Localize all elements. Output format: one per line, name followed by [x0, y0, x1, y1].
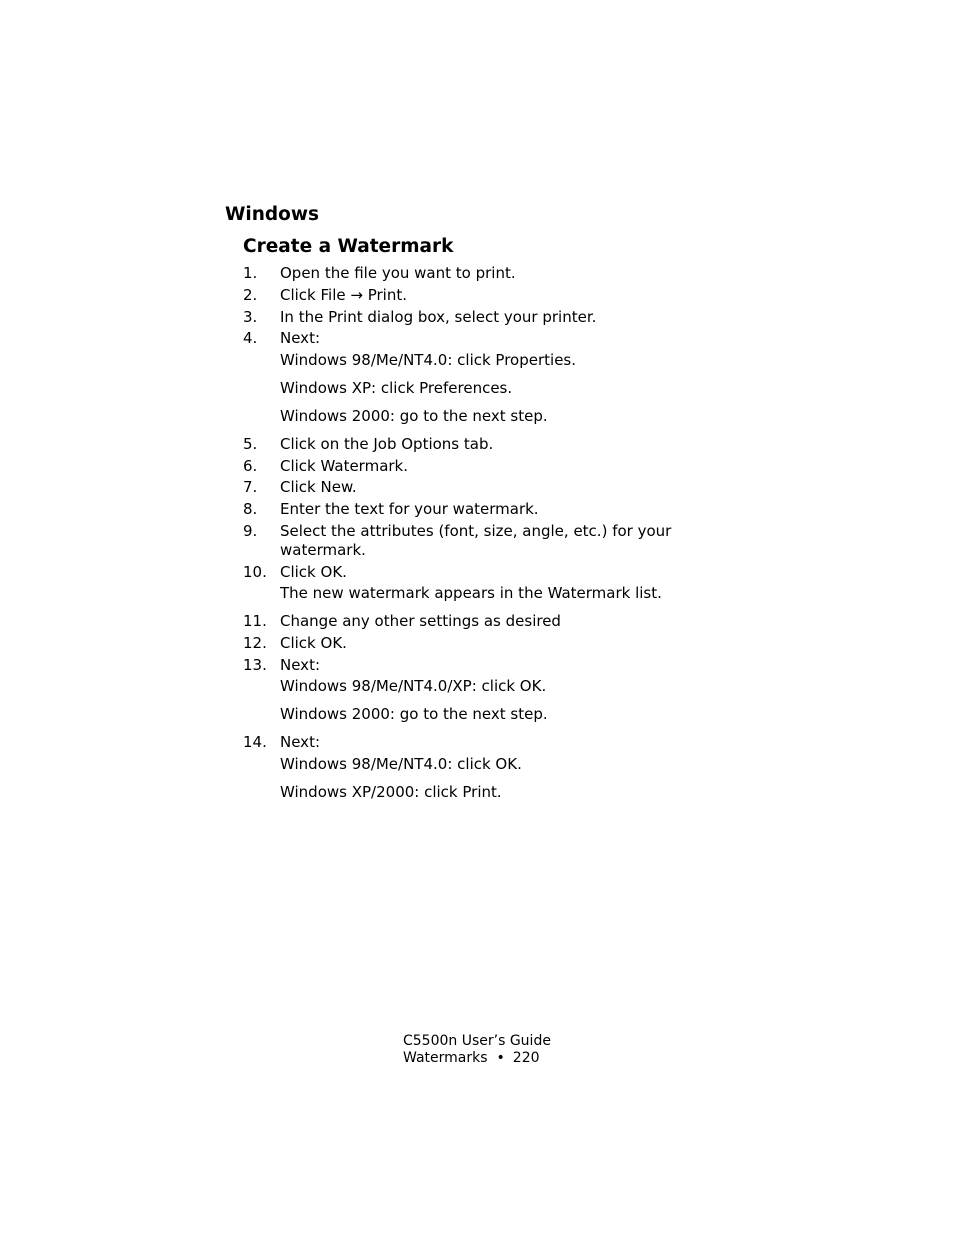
step-sub-note: Windows 98/Me/NT4.0: click Properties.	[280, 350, 577, 369]
step-sub-note: Windows XP/2000: click Print.	[280, 782, 502, 801]
step-text: Click on the Job Options tab.	[280, 434, 494, 453]
step-number: 2.	[243, 285, 258, 304]
step-item	[243, 329, 713, 426]
step-number: 9.	[243, 522, 258, 541]
step-text: Next:	[280, 733, 320, 752]
step-number: 6.	[243, 456, 258, 475]
step-number: 11.	[243, 612, 267, 631]
step-text: Select the attributes (font, size, angle, etc.) for your watermark.	[280, 522, 672, 560]
steps-list	[243, 264, 713, 811]
step-number: 14.	[243, 733, 267, 752]
step-number: 12.	[243, 634, 267, 653]
step-text: Click OK.	[280, 562, 347, 581]
footer-bullet: •	[496, 1050, 505, 1066]
step-text: Change any other settings as desired	[280, 612, 561, 631]
step-sub-note: Windows 2000: go to the next step.	[280, 705, 548, 724]
step-sub-note: The new watermark appears in the Watermark list.	[280, 584, 662, 603]
footer-page-number: 220	[512, 1050, 540, 1066]
step-number: 1.	[243, 264, 258, 282]
step-text: Click File → Print.	[280, 285, 407, 304]
step-text: Click New.	[280, 478, 357, 497]
step-text: Next:	[280, 655, 320, 674]
step-number: 8.	[243, 500, 258, 519]
step-text: Open the file you want to print.	[280, 264, 516, 282]
step-item	[243, 656, 713, 725]
step-sub-note: Windows 2000: go to the next step.	[280, 406, 548, 425]
step-number: 13.	[243, 655, 267, 674]
subsection-heading: Create a Watermark	[243, 236, 454, 257]
step-number: 5.	[243, 434, 258, 453]
footer-section: Watermarks	[403, 1050, 488, 1066]
step-text: In the Print dialog box, select your printer.	[280, 307, 597, 326]
step-item	[243, 500, 713, 519]
step-item	[243, 286, 713, 305]
step-item	[243, 308, 713, 327]
step-item	[243, 612, 713, 631]
page-footer	[403, 1033, 551, 1067]
step-item	[243, 733, 713, 802]
step-item	[243, 457, 713, 476]
step-item	[243, 563, 713, 604]
step-item	[243, 478, 713, 497]
step-number: 7.	[243, 478, 258, 497]
step-sub-note: Windows XP: click Preferences.	[280, 378, 513, 397]
step-sub-note: Windows 98/Me/NT4.0/XP: click OK.	[280, 677, 547, 696]
step-item	[243, 264, 713, 283]
step-text: Click OK.	[280, 634, 347, 653]
step-text: Enter the text for your watermark.	[280, 500, 539, 519]
step-number: 3.	[243, 307, 258, 326]
footer-guide-title: C5500n User’s Guide	[403, 1033, 551, 1049]
section-heading: Windows	[225, 204, 319, 225]
step-item	[243, 522, 713, 560]
step-item	[243, 634, 713, 653]
step-number: 10.	[243, 562, 267, 581]
footer-section-line	[403, 1050, 551, 1067]
step-text: Next:	[280, 329, 320, 348]
step-text: Click Watermark.	[280, 456, 409, 475]
step-sub-note: Windows 98/Me/NT4.0: click OK.	[280, 754, 522, 773]
step-item	[243, 435, 713, 454]
step-number: 4.	[243, 329, 258, 348]
